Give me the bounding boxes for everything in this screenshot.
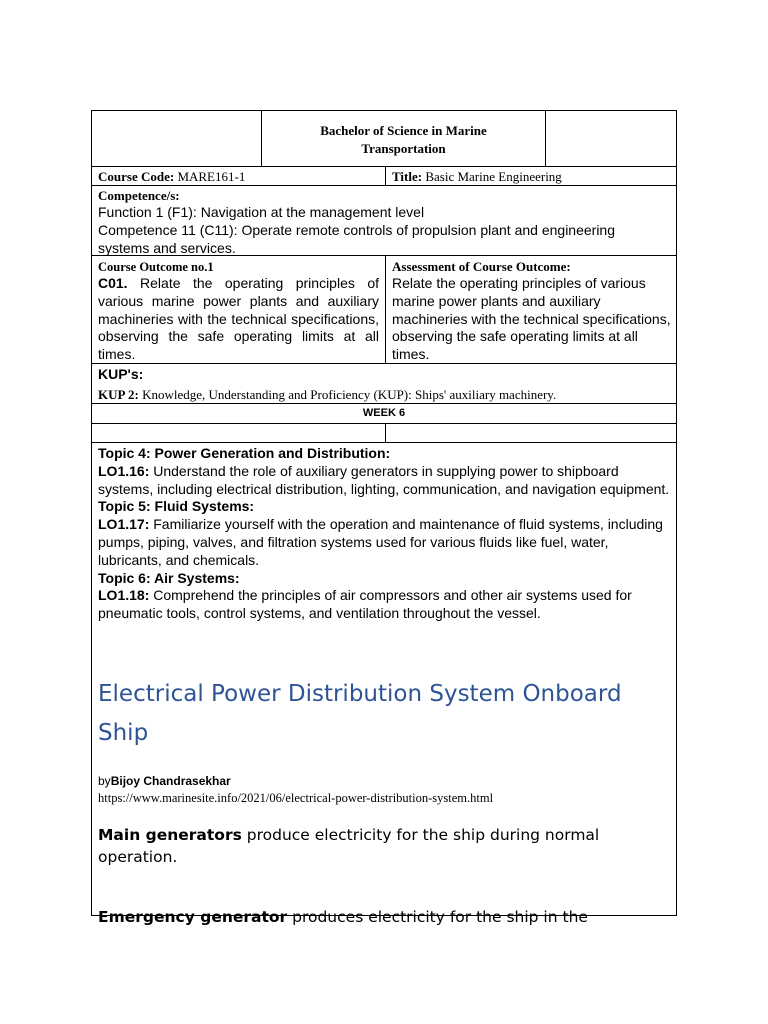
program-row xyxy=(92,111,676,167)
program-title: Bachelor of Science in Marine Transportation xyxy=(320,123,487,156)
course-document-table xyxy=(91,110,677,926)
course-title: Title: Basic Marine Engineering xyxy=(392,169,562,184)
article-source-url: https://www.marinesite.info/2021/06/electrical-power-distribution-system.html xyxy=(98,791,494,805)
competence-function: Function 1 (F1): Navigation at the management level xyxy=(98,204,425,220)
week-label: WEEK 6 xyxy=(362,407,406,419)
article-paragraph: Emergency generator produces electricity for the ship in the xyxy=(98,908,588,926)
competence-row xyxy=(92,186,676,256)
article-title: Electrical Power Distribution System Onboard Ship xyxy=(98,681,622,746)
article-byline: byBijoy Chandrasekhar xyxy=(98,774,231,788)
course-code: Course Code: MARE161-1 xyxy=(98,169,246,184)
outcome-text: C01. Relate the operating principles of various marine power plants and auxiliary machineries with the technical specifications, observing the safe operating limits at all times. xyxy=(98,275,379,363)
learning-outcome: LO1.16: Understand the role of auxiliary generators in supplying power to shipboard systems, including electrical distribution, lighting, communication, and navigation equipment. xyxy=(98,462,670,497)
content-cell xyxy=(92,443,676,926)
empty-row xyxy=(92,424,676,443)
article-paragraph: Main generators produce electricity for the ship during normal operation. xyxy=(98,826,600,866)
course-info-row xyxy=(92,167,676,186)
topic-title: Topic 5: Fluid Systems: xyxy=(98,498,255,515)
assessment-label: Assessment of Course Outcome: xyxy=(392,259,571,274)
topic-title: Topic 6: Air Systems: xyxy=(98,569,240,586)
kup-item: KUP 2: Knowledge, Understanding and Proficiency (KUP): Ships' auxiliary machinery. xyxy=(98,386,557,402)
learning-outcome: LO1.18: Comprehend the principles of air compressors and other air systems used for pneumatic tools, control systems, and ventilation throughout the vessel. xyxy=(98,587,632,622)
competence-label: Competence/s: xyxy=(98,188,180,203)
topic-title: Topic 4: Power Generation and Distribution: xyxy=(98,445,391,461)
outcome-row xyxy=(92,256,676,364)
learning-outcome: LO1.17: Familiarize yourself with the operation and maintenance of fluid systems, including pumps, piping, valves, and filtration systems used for various fluids like fuel, water, lubricants, and chemicals. xyxy=(98,516,663,568)
week-row xyxy=(92,404,676,424)
outcome-label: Course Outcome no.1 xyxy=(98,260,214,274)
assessment-text: Relate the operating principles of various marine power plants and auxiliary machineries with the technical specifications, observing the safe operating limits at all times. xyxy=(392,275,671,363)
kup-label: KUP's: xyxy=(98,366,144,382)
kup-row xyxy=(92,364,676,404)
competence-item: Competence 11 (C11): Operate remote controls of propulsion plant and engineering systems and services. xyxy=(98,221,616,256)
